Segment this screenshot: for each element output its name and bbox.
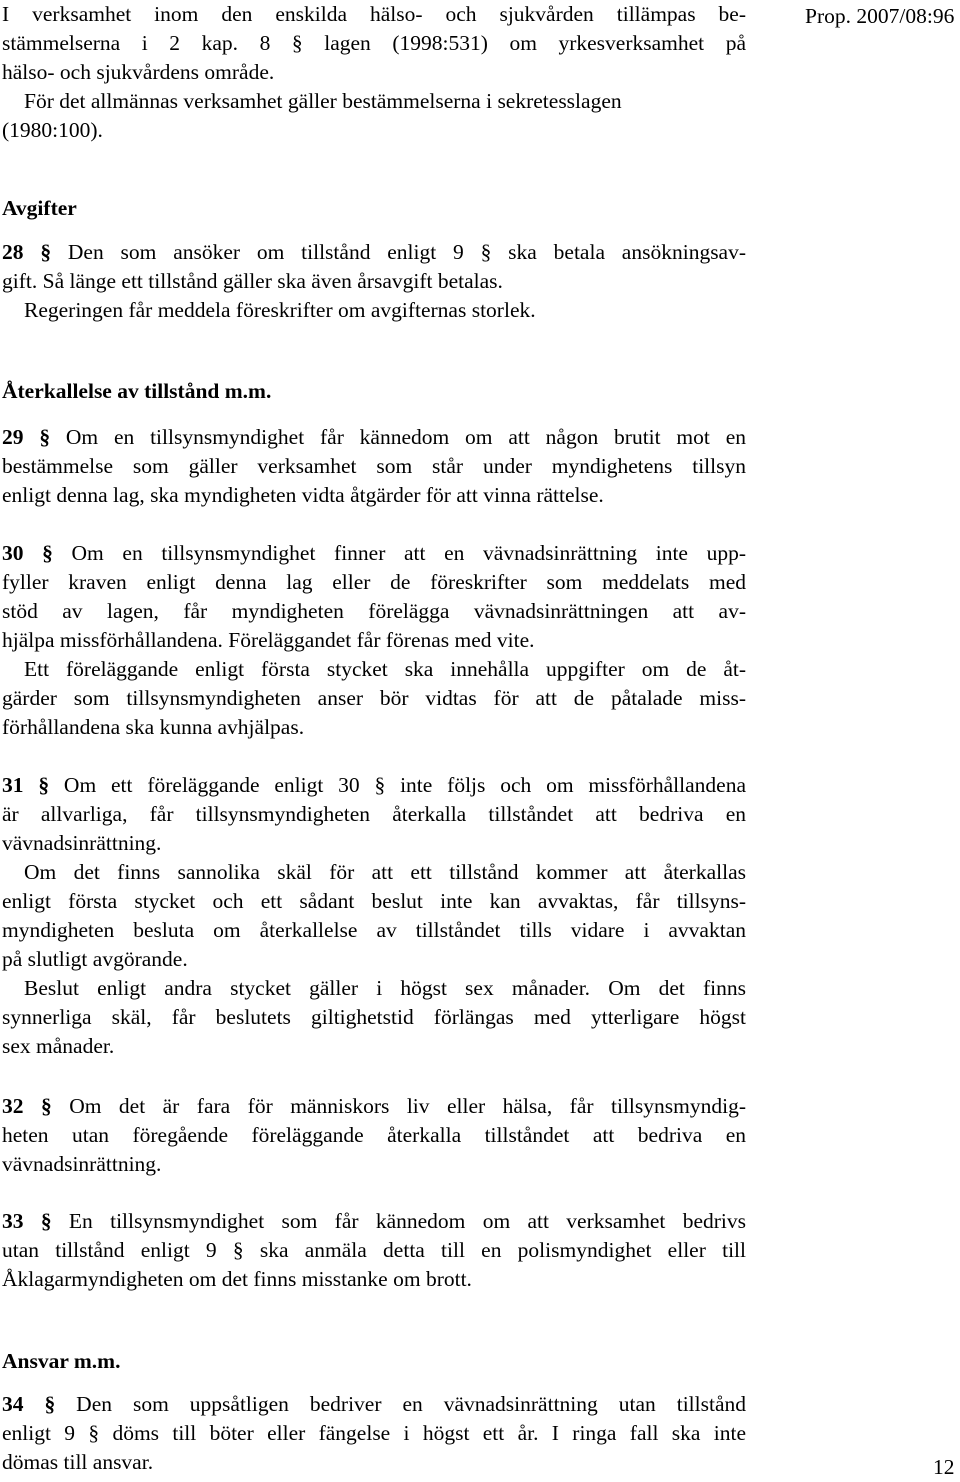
text-line: (1980:100). bbox=[2, 118, 103, 142]
text-line: sex månader. bbox=[2, 1034, 115, 1058]
section-33 bbox=[2, 1207, 746, 1294]
text-line: enligt denna lag, ska myndigheten vidta åtgärder för att vinna rättelse. bbox=[2, 483, 604, 507]
text-line: Beslut enligt andra stycket gäller i högst sex månader. Om det finns bbox=[24, 976, 746, 1000]
text-line: 31 § Om ett föreläggande enligt 30 § inte följs och om missförhållandena bbox=[2, 773, 747, 797]
section-number: 28 § bbox=[2, 240, 52, 264]
text-line: Ett föreläggande enligt första stycket ska innehålla uppgifter om de åt- bbox=[24, 657, 746, 681]
text-line: 33 § En tillsynsmyndighet som får kännedom om att verksamhet bedrivs bbox=[2, 1209, 747, 1233]
text-line: synnerliga skäl, får beslutets giltighetstid förlängas med ytterligare högst bbox=[2, 1005, 746, 1029]
section-number: 30 § bbox=[2, 541, 53, 565]
text-line: är allvarliga, får tillsynsmyndigheten återkalla tillståndet att bedriva en bbox=[2, 802, 746, 826]
text-line: 29 § Om en tillsynsmyndighet får kännedom om att någon brutit mot en bbox=[2, 425, 746, 449]
text-line: enligt första stycket och ett sådant beslut inte kan avvaktas, får tillsyns- bbox=[2, 889, 746, 913]
section-number: 29 § bbox=[2, 425, 51, 449]
text-line: heten utan föregående föreläggande återkalla tillståndet att bedriva en bbox=[2, 1123, 746, 1147]
section-29 bbox=[2, 423, 746, 510]
text-line: utan tillstånd enligt 9 § ska anmäla detta till en polismyndighet eller till bbox=[2, 1238, 746, 1262]
text-line: fyller kraven enligt denna lag eller de föreskrifter som meddelats med bbox=[2, 570, 746, 594]
text-line: 34 § Den som uppsåtligen bedriver en vävnadsinrättning utan tillstånd bbox=[2, 1392, 746, 1416]
text-line: gärder som tillsynsmyndigheten anser bör vidtas för att de påtalade miss- bbox=[2, 686, 746, 710]
section-heading-aterkallelse: Återkallelse av tillstånd m.m. bbox=[2, 379, 272, 403]
text-line: hälso- och sjukvårdens område. bbox=[2, 60, 275, 84]
text-line: på slutligt avgörande. bbox=[2, 947, 188, 971]
text-line: myndigheten besluta om återkallelse av tillståndet tills vidare i avvaktan bbox=[2, 918, 746, 942]
text-line: gift. Så länge ett tillstånd gäller ska även årsavgift betalas. bbox=[2, 269, 503, 293]
text-line: förhållandena ska kunna avhjälpas. bbox=[2, 715, 305, 739]
text-line: Regeringen får meddela föreskrifter om avgifternas storlek. bbox=[24, 298, 536, 322]
section-30 bbox=[2, 539, 746, 742]
section-32 bbox=[2, 1092, 746, 1179]
page-number: 12 bbox=[933, 1455, 955, 1479]
text-line: bestämmelse som gäller verksamhet som står under myndighetens tillsyn bbox=[2, 454, 746, 478]
text-line: I verksamhet inom den enskilda hälso- och sjukvården tillämpas be- bbox=[2, 2, 746, 26]
text-line: dömas till ansvar. bbox=[2, 1450, 154, 1474]
text-line: Åklagarmyndigheten om det finns misstanke om brott. bbox=[2, 1267, 472, 1291]
text-line: hjälpa missförhållandena. Föreläggandet får förenas med vite. bbox=[2, 628, 535, 652]
section-heading-ansvar: Ansvar m.m. bbox=[2, 1349, 121, 1373]
section-number: 33 § bbox=[2, 1209, 52, 1233]
section-number: 34 § bbox=[2, 1392, 56, 1416]
text-line: stöd av lagen, får myndigheten förelägga vävnadsinrättningen att av- bbox=[2, 599, 746, 623]
text-line: För det allmännas verksamhet gäller bestämmelserna i sekretesslagen bbox=[24, 89, 622, 113]
section-31 bbox=[2, 771, 746, 1061]
text-line: 28 § Den som ansöker om tillstånd enligt 9 § ska betala ansökningsav- bbox=[2, 240, 747, 264]
text-line: 32 § Om det är fara för människors liv eller hälsa, får tillsynsmyndig- bbox=[2, 1094, 746, 1118]
section-heading-avgifter: Avgifter bbox=[2, 196, 77, 220]
text-line: vävnadsinrättning. bbox=[2, 831, 162, 855]
text-line: stämmelserna i 2 kap. 8 § lagen (1998:531) om yrkesverksamhet på bbox=[2, 31, 746, 55]
section-34 bbox=[2, 1390, 746, 1477]
section-28 bbox=[2, 238, 746, 325]
section-number: 31 § bbox=[2, 773, 50, 797]
text-line: vävnadsinrättning. bbox=[2, 1152, 162, 1176]
text-line: enligt 9 § döms till böter eller fängelse i högst ett år. I ringa fall ska inte bbox=[2, 1421, 746, 1445]
section-number: 32 § bbox=[2, 1094, 52, 1118]
intro-paragraph bbox=[2, 0, 746, 145]
text-line: 30 § Om en tillsynsmyndighet finner att en vävnadsinrättning inte upp- bbox=[2, 541, 747, 565]
proposition-reference: Prop. 2007/08:96 bbox=[805, 4, 955, 28]
text-line: Om det finns sannolika skäl för att ett tillstånd kommer att återkallas bbox=[24, 860, 746, 884]
